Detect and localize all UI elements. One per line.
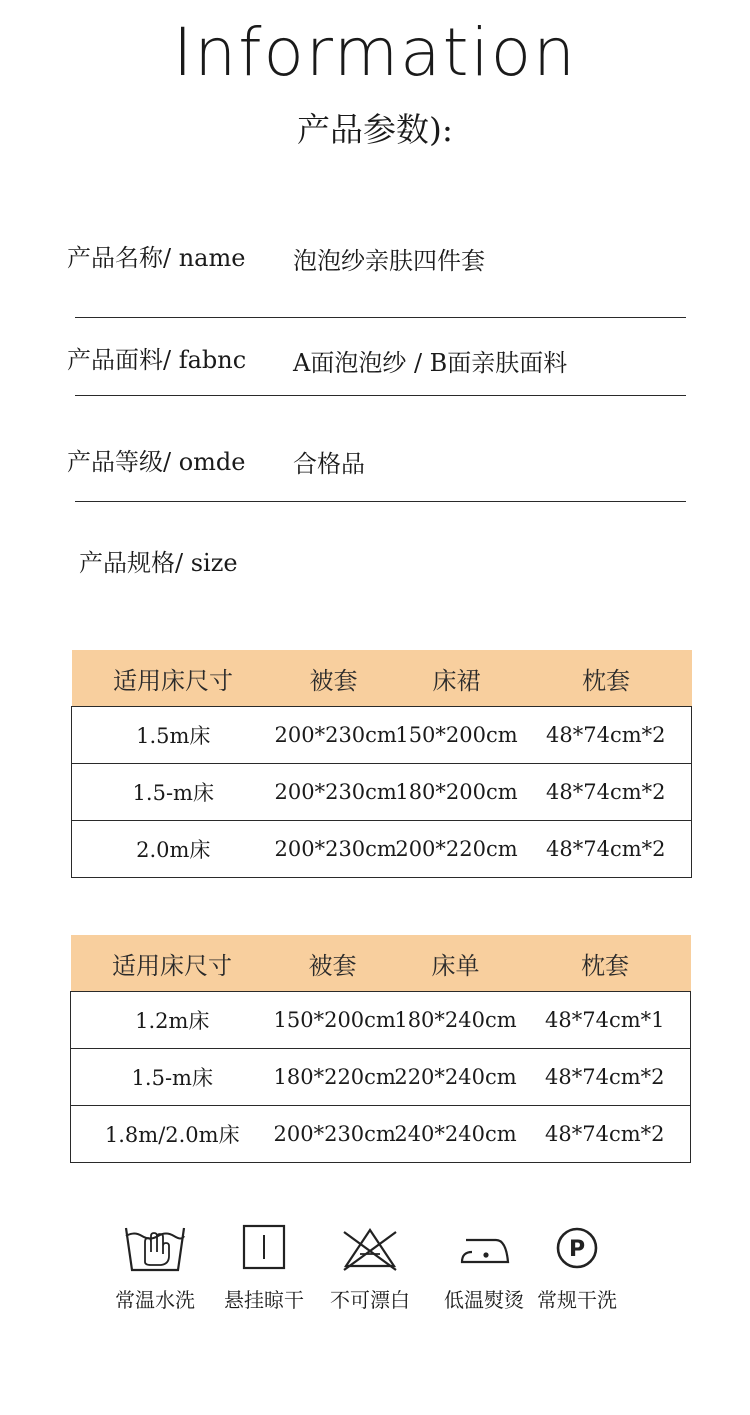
table-cell: 200*230cm <box>274 1106 392 1163</box>
table-cell: 48*74cm*2 <box>521 764 692 821</box>
care-item-dry-clean <box>517 1222 637 1313</box>
table-cell: 220*240cm <box>392 1049 520 1106</box>
page-title: Information <box>172 14 578 91</box>
table-cell: 200*230cm <box>275 764 393 821</box>
hand-wash-icon <box>123 1222 187 1274</box>
param-grade-label: 产品等级/ omde <box>67 448 246 476</box>
table-cell: 180*220cm <box>274 1049 392 1106</box>
care-item-hand-wash <box>95 1222 215 1313</box>
table-cell: 2.0m床 <box>72 821 275 878</box>
divider <box>75 501 686 502</box>
svg-text:P: P <box>568 1237 586 1262</box>
divider <box>75 395 686 396</box>
table-header-cell: 被套 <box>274 935 392 992</box>
divider <box>75 317 686 318</box>
table-cell: 48*74cm*2 <box>520 1049 691 1106</box>
table-cell: 1.5m床 <box>72 707 275 764</box>
table-cell: 240*240cm <box>392 1106 520 1163</box>
table-header-cell: 适用床尺寸 <box>71 935 274 992</box>
table-row <box>72 707 692 764</box>
table-row <box>72 821 692 878</box>
table-header-cell: 枕套 <box>521 650 692 707</box>
table-cell: 1.5-m床 <box>72 764 275 821</box>
param-fabric-label: 产品面料/ fabnc <box>67 346 247 374</box>
param-grade-value: 合格品 <box>293 450 365 478</box>
table-row <box>71 1106 691 1163</box>
table-cell: 150*200cm <box>393 707 521 764</box>
table-cell: 48*74cm*1 <box>520 992 691 1049</box>
table-cell: 1.5-m床 <box>71 1049 274 1106</box>
care-label: 低温熨烫 <box>444 1288 524 1312</box>
table-cell: 150*200cm <box>274 992 392 1049</box>
care-item-hang-dry <box>204 1222 324 1313</box>
table-row <box>71 992 691 1049</box>
table-cell: 180*200cm <box>393 764 521 821</box>
table-cell: 48*74cm*2 <box>520 1106 691 1163</box>
param-name-label: 产品名称/ name <box>67 244 246 272</box>
table-cell: 1.2m床 <box>71 992 274 1049</box>
table-header-cell: 床单 <box>392 935 520 992</box>
care-label: 常规干洗 <box>537 1288 617 1312</box>
care-label: 悬挂晾干 <box>224 1288 304 1312</box>
param-size-label: 产品规格/ size <box>79 549 238 577</box>
table-header-cell: 枕套 <box>520 935 691 992</box>
table-cell: 200*230cm <box>275 707 393 764</box>
size-table-1 <box>71 650 692 878</box>
table-cell: 200*230cm <box>275 821 393 878</box>
table-header-cell: 被套 <box>275 650 393 707</box>
low-iron-icon <box>452 1222 516 1274</box>
table-cell: 180*240cm <box>392 992 520 1049</box>
param-name-value: 泡泡纱亲肤四件套 <box>293 247 485 275</box>
care-label: 不可漂白 <box>330 1288 410 1312</box>
param-fabric-value: A面泡泡纱 / B面亲肤面料 <box>293 349 568 377</box>
table-cell: 200*220cm <box>393 821 521 878</box>
table-row <box>72 764 692 821</box>
table-cell: 48*74cm*2 <box>521 707 692 764</box>
care-item-no-bleach <box>310 1222 430 1313</box>
table-cell: 48*74cm*2 <box>521 821 692 878</box>
care-label: 常温水洗 <box>115 1288 195 1312</box>
table-row <box>71 1049 691 1106</box>
page-subtitle: 产品参数): <box>297 110 453 149</box>
table-cell: 1.8m/2.0m床 <box>71 1106 274 1163</box>
table-header-cell: 适用床尺寸 <box>72 650 275 707</box>
hang-dry-icon <box>232 1222 296 1274</box>
size-table-2 <box>70 935 691 1163</box>
dry-clean-p-icon <box>545 1222 609 1274</box>
no-bleach-icon <box>338 1222 402 1274</box>
table-header-cell: 床裙 <box>393 650 521 707</box>
